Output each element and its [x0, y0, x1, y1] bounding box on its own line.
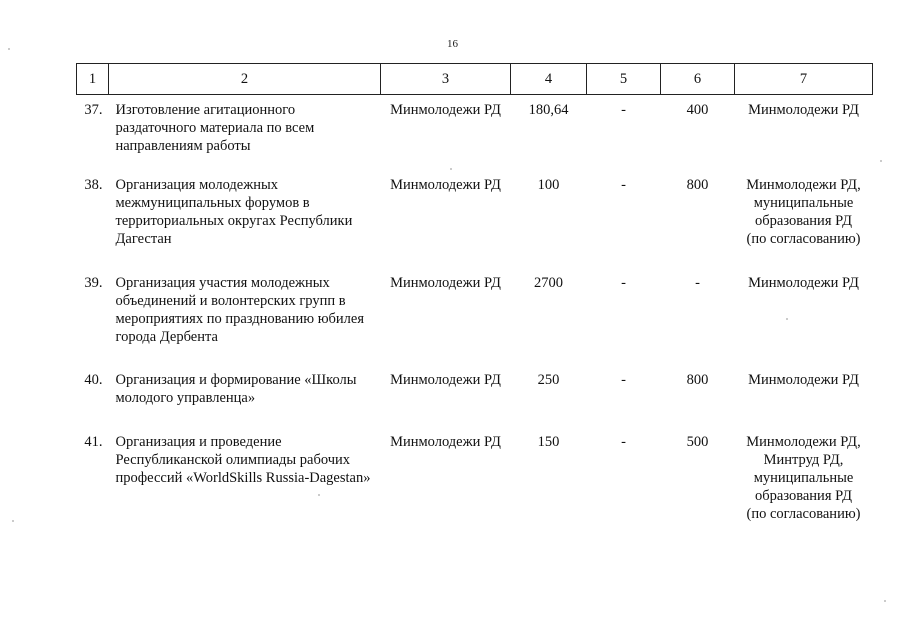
scan-speck: [884, 600, 886, 602]
responsible-line: (по согласованию): [746, 506, 861, 522]
responsible: [735, 433, 873, 533]
responsible: [735, 274, 873, 371]
row-number: 40.: [84, 372, 103, 388]
measure-name: Организация и формирование «Школы молодого управленца»: [115, 372, 357, 406]
value-col-5: -: [621, 372, 626, 388]
row-number: 41.: [84, 434, 103, 450]
scan-speck: [450, 168, 452, 170]
table-row: [77, 176, 873, 274]
program-table: [76, 63, 873, 533]
responsible-line: Минмолодежи РД,: [746, 177, 861, 193]
responsible-line: Минмолодежи РД: [748, 372, 859, 388]
row-number: 38.: [84, 177, 103, 193]
page-number: 16: [447, 38, 458, 50]
value-col-5: -: [621, 177, 626, 193]
executor: Минмолодежи РД: [390, 177, 501, 193]
value-col-6: 400: [686, 102, 709, 118]
table-row: [77, 371, 873, 433]
responsible-line: образования РД: [755, 488, 852, 504]
executor: Минмолодежи РД: [390, 434, 501, 450]
scan-speck: [8, 48, 10, 50]
responsible-line: муниципальные: [753, 470, 854, 486]
responsible: [735, 176, 873, 274]
responsible: [735, 371, 873, 433]
value-col-5: -: [621, 275, 626, 291]
table-row: [77, 433, 873, 533]
executor: Минмолодежи РД: [390, 102, 501, 118]
measure-name: Организация молодежных межмуниципальных форумов в территориальных округах Республики Дагестан: [115, 177, 353, 247]
measure-name: Организация участия молодежных объединений и волонтерских групп в мероприятиях по празднованию юбилея города Дербента: [115, 275, 365, 345]
row-number: 39.: [84, 275, 103, 291]
value-col-5: -: [621, 102, 626, 118]
header-col-1: 1: [77, 64, 109, 95]
responsible-line: Минмолодежи РД: [748, 275, 859, 291]
value-col-5: -: [621, 434, 626, 450]
header-col-6: 6: [661, 64, 735, 95]
value-col-6: 800: [686, 177, 709, 193]
table-header: [77, 64, 873, 95]
table-row: [77, 274, 873, 371]
header-row: [77, 64, 873, 95]
executor: Минмолодежи РД: [390, 372, 501, 388]
value-col-4: 180,64: [528, 102, 569, 118]
measure-name: Изготовление агитационного раздаточного материала по всем направлениям работы: [115, 102, 315, 154]
scan-speck: [880, 160, 882, 162]
responsible-line: Минмолодежи РД,: [746, 434, 861, 450]
responsible-line: образования РД: [755, 213, 852, 229]
header-col-4: 4: [511, 64, 587, 95]
value-col-6: -: [695, 275, 700, 291]
header-col-2: 2: [109, 64, 381, 95]
header-col-7: 7: [735, 64, 873, 95]
value-col-6: 800: [686, 372, 709, 388]
value-col-6: 500: [686, 434, 709, 450]
responsible-line: Минмолодежи РД: [748, 102, 859, 118]
responsible-line: муниципальные: [753, 195, 854, 211]
measure-name: Организация и проведение Республиканской олимпиады рабочих профессий «WorldSkills Russia-Dagestan»: [115, 434, 371, 486]
value-col-4: 2700: [534, 275, 563, 291]
value-col-4: 150: [537, 434, 560, 450]
row-number: 37.: [84, 102, 103, 118]
responsible-line: Минтруд РД,: [763, 452, 844, 468]
scan-speck: [318, 494, 320, 496]
header-col-5: 5: [587, 64, 661, 95]
scan-speck: [12, 520, 14, 522]
header-col-3: 3: [381, 64, 511, 95]
responsible-line: (по согласованию): [746, 231, 861, 247]
scan-speck: [786, 318, 788, 320]
value-col-4: 100: [537, 177, 560, 193]
responsible: [735, 95, 873, 177]
value-col-4: 250: [537, 372, 560, 388]
table-row: [77, 95, 873, 177]
table-body: [77, 95, 873, 534]
executor: Минмолодежи РД: [390, 275, 501, 291]
